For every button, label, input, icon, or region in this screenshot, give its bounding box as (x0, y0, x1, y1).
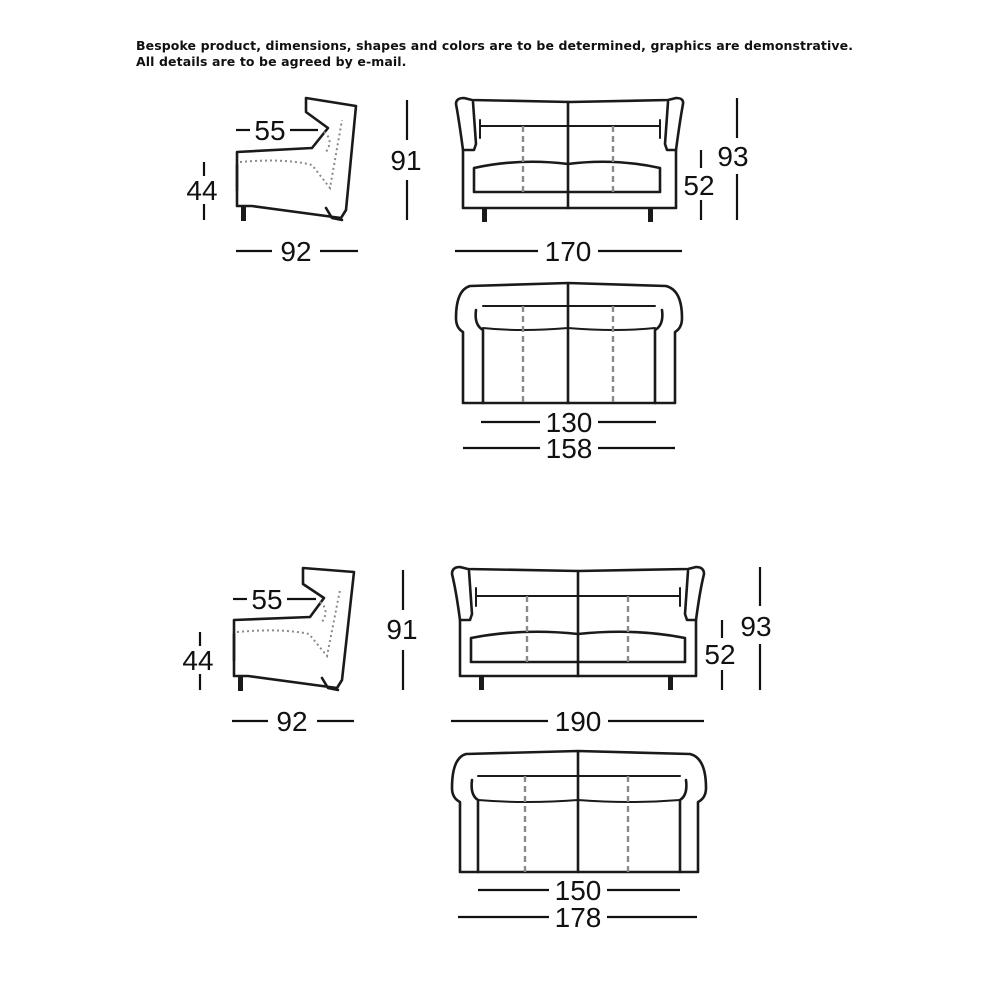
set1-front-view (456, 98, 683, 222)
set1-top-outer-width-label: 158 (545, 433, 593, 464)
set2-top-view (452, 751, 706, 872)
set2-front-total-height-label: 93 (740, 611, 772, 642)
disclaimer-line-2: All details are to be agreed by e-mail. (136, 54, 407, 69)
set1-top-view (456, 283, 682, 403)
set2-side-depth-label: 92 (276, 706, 308, 737)
set1-front-width-label: 170 (544, 236, 592, 267)
set2-front-height-label: 91 (386, 614, 418, 645)
set2-front-view (452, 567, 704, 690)
set2-side-seat-height-label: 44 (182, 645, 214, 676)
set2-top-inner-width-label: 150 (554, 875, 602, 906)
set1-side-seat-depth-label: 55 (254, 115, 286, 146)
set2-top-outer-width-label: 178 (554, 902, 602, 933)
set2-front-width-label: 190 (554, 706, 602, 737)
set2-front-arm-height-label: 52 (704, 639, 736, 670)
set2-side-seat-depth-label: 55 (251, 584, 283, 615)
set1-side-seat-height-label: 44 (186, 175, 218, 206)
set1-top-inner-width-label: 130 (545, 407, 593, 438)
set1-front-total-height-label: 93 (717, 141, 749, 172)
set1-side-depth-label: 92 (280, 236, 312, 267)
set1-front-arm-height-label: 52 (683, 170, 715, 201)
set1-front-height-label: 91 (390, 145, 422, 176)
disclaimer-line-1: Bespoke product, dimensions, shapes and colors are to be determined, graphics are demonstrative. (136, 38, 854, 53)
